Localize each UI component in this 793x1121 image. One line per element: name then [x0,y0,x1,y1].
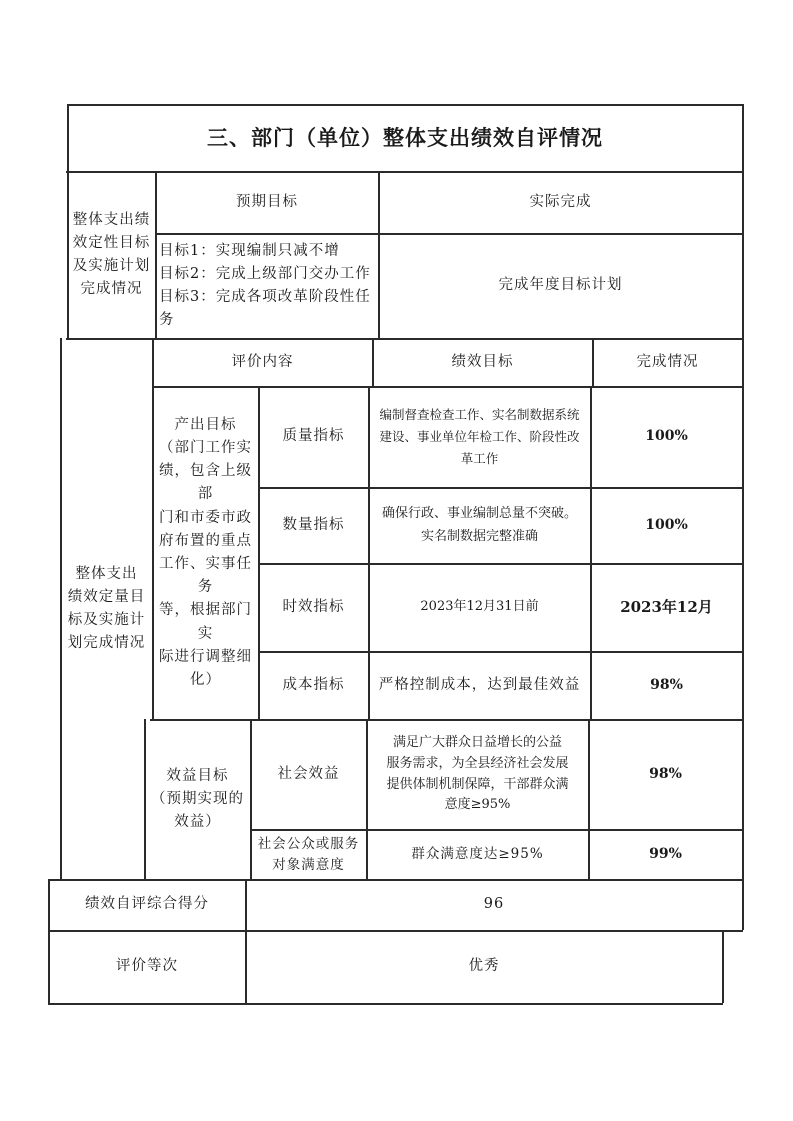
score-label: 绩效自评综合得分 [85,896,209,913]
qualitative-actual-value: 完成年度目标计划 [498,277,623,294]
grade-label: 评价等次 [116,958,178,975]
score-value: 96 [483,896,505,913]
status-social-benefit: 98% [649,765,682,782]
target-timeliness: 2023年12月31日前 [420,599,539,615]
qualitative-targets: 目标1：实现编制只减不增 目标2：完成上级部门交办工作 目标3：完成各项改革阶段性任务 [159,242,371,329]
output-target-group: 产出目标 （部门工作实 绩，包含上级部 门和市委市政 府布置的重点 工作、实事任务 等，根据部门实 际进行调整细 化） [159,416,252,688]
status-timeliness: 2023年12月 [620,597,713,616]
status-quantity: 100% [645,516,688,533]
indicator-quantity: 数量指标 [282,516,345,533]
indicator-cost: 成本指标 [282,676,345,693]
expected-target-header: 预期目标 [236,193,298,210]
status-satisfaction: 99% [649,845,682,862]
target-social-benefit: 满足广大群众日益增长的公益 服务需求，为全县经济社会发展 提供体制机制保障，干部群众满 意度≥95% [386,734,569,813]
status-cost: 98% [650,676,683,693]
indicator-timeliness: 时效指标 [282,598,345,615]
grade-value: 优秀 [468,958,500,975]
performance-target-header: 绩效目标 [451,353,514,370]
completion-status-header: 完成情况 [636,353,699,370]
evaluation-content-header: 评价内容 [231,353,294,370]
target-cost: 严格控制成本，达到最佳效益 [378,676,581,693]
quantitative-row-label: 整体支出 绩效定量目 标及实施计 划完成情况 [67,565,146,652]
indicator-quality: 质量指标 [282,428,345,445]
indicator-social-benefit: 社会效益 [277,765,340,782]
indicator-satisfaction: 社会公众或服务 对象满意度 [257,836,360,873]
target-satisfaction: 群众满意度达≥95% [411,845,544,862]
benefit-target-group: 效益目标 （预期实现的 效益） [151,767,244,831]
target-quantity: 确保行政、事业编制总量不突破。 实名制数据完整准确 [381,505,577,544]
actual-completion-header: 实际完成 [529,193,592,210]
target-quality: 编制督查检查工作、实名制数据系统 建设、事业单位年检工作、阶段性改 革工作 [379,407,580,466]
qualitative-row-label: 整体支出绩 效定性目标 及实施计划 完成情况 [72,211,151,298]
status-quality: 100% [645,428,688,445]
page-title: 三、部门（单位）整体支出绩效自评情况 [207,124,603,150]
